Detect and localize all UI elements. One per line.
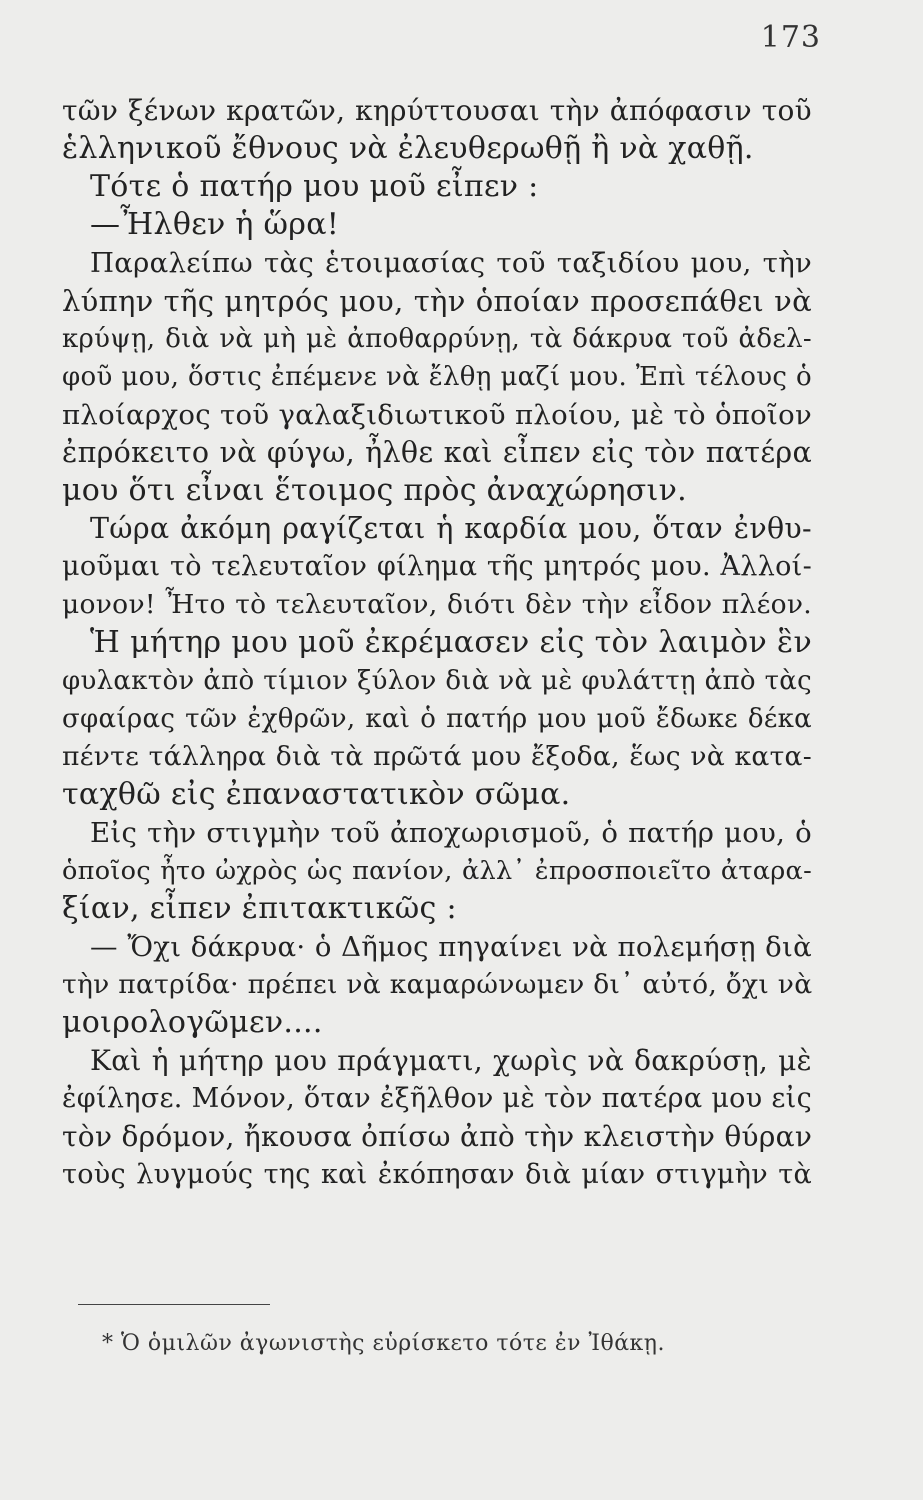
text-line: ὁποῖος ἦτο ὠχρὸς ὡς πανίον, ἀλλ᾽ ἐπροσποιεῖτο ἀταρα- [62,856,812,886]
text-line: μονον! Ἦτο τὸ τελευταῖον, διότι δὲν τὴν εἶδον πλέον. [62,589,812,620]
text-line: Ἡ μήτηρ μου μοῦ ἐκρέμασεν εἰς τὸν λαιμὸν ἓν [90,625,812,660]
text-line: τῶν ξένων κρατῶν, κηρύττουσαι τὴν ἀπόφασιν τοῦ [62,94,812,127]
text-line: φυλακτὸν ἀπὸ τίμιον ξύλον διὰ νὰ μὲ φυλάττῃ ἀπὸ τὰς [62,666,812,696]
text-line: — Ὄχι δάκρυα· ὁ Δῆμος πηγαίνει νὰ πολεμήσῃ διὰ [90,931,812,963]
text-line: τὴν πατρίδα· πρέπει νὰ καμαρώνωμεν δι᾽ αὐτό, ὄχι νὰ [62,969,813,1000]
text-line: μοῦμαι τὸ τελευταῖον φίλημα τῆς μητρός μου. Ἀλλοί- [62,551,812,582]
body-text [62,92,812,1194]
text-line: κρύψῃ, διὰ νὰ μὴ μὲ ἀποθαρρύνῃ, τὰ δάκρυα τοῦ ἀδελ- [62,324,812,354]
text-line: —Ἦλθεν ἡ ὥρα! [90,207,340,242]
text-line: φοῦ μου, ὅστις ἐπέμενε νὰ ἔλθῃ μαζί μου. Ἐπὶ τέλους ὁ [62,362,812,392]
text-line: λύπην τῆς μητρός μου, τὴν ὁποίαν προσεπάθει νὰ [62,284,812,318]
text-line: Τώρα ἀκόμη ραγίζεται ἡ καρδία μου, ὅταν ἐνθυ- [90,512,812,545]
text-line: μοιρολογῶμεν.... [62,1005,323,1040]
footnote-rule [78,1304,270,1305]
text-line: τοὺς λυγμούς της καὶ ἐκόπησαν διὰ μίαν στιγμὴν τὰ [62,1159,812,1190]
text-line: σφαίρας τῶν ἐχθρῶν, καὶ ὁ πατήρ μου μοῦ ἔδωκε δέκα [62,704,812,734]
text-line: Καὶ ἡ μήτηρ μου πράγματι, χωρὶς νὰ δακρύσῃ, μὲ [90,1044,812,1077]
text-line: τὸν δρόμον, ἤκουσα ὀπίσω ἀπὸ τὴν κλειστὴν θύραν [62,1120,813,1153]
text-line: Τότε ὁ πατήρ μου μοῦ εἶπεν : [90,169,539,204]
text-line: πέντε τάλληρα διὰ τὰ πρῶτά μου ἔξοδα, ἕως νὰ κατα- [62,741,812,772]
text-line: ἑλληνικοῦ ἔθνους νὰ ἐλευθερωθῇ ἢ νὰ χαθῇ. [62,131,754,166]
text-line: ξίαν, εἶπεν ἐπιτακτικῶς : [62,891,457,926]
text-line: ἐπρόκειτο νὰ φύγω, ἦλθε καὶ εἶπεν εἰς τὸν πατέρα [62,436,812,469]
text-line: ταχθῶ εἰς ἐπαναστατικὸν σῶμα. [62,777,571,812]
text-line: πλοίαρχος τοῦ γαλαξιδιωτικοῦ πλοίου, μὲ τὸ ὁποῖον [62,399,812,431]
text-line: Παραλείπω τὰς ἑτοιμασίας τοῦ ταξιδίου μου, τὴν [90,247,812,279]
text-line: ἐφίλησε. Μόνον, ὅταν ἐξῆλθον μὲ τὸν πατέρα μου εἰς [62,1083,812,1114]
text-line: Εἰς τὴν στιγμὴν τοῦ ἀποχωρισμοῦ, ὁ πατήρ μου, ὁ [90,817,812,849]
footnote: * Ὁ ὁμιλῶν ἀγωνιστὴς εὑρίσκετο τότε ἐν Ἰθάκῃ. [102,1331,665,1356]
page-number: 173 [760,20,821,55]
text-line: μου ὅτι εἶναι ἕτοιμος πρὸς ἀναχώρησιν. [62,473,687,508]
